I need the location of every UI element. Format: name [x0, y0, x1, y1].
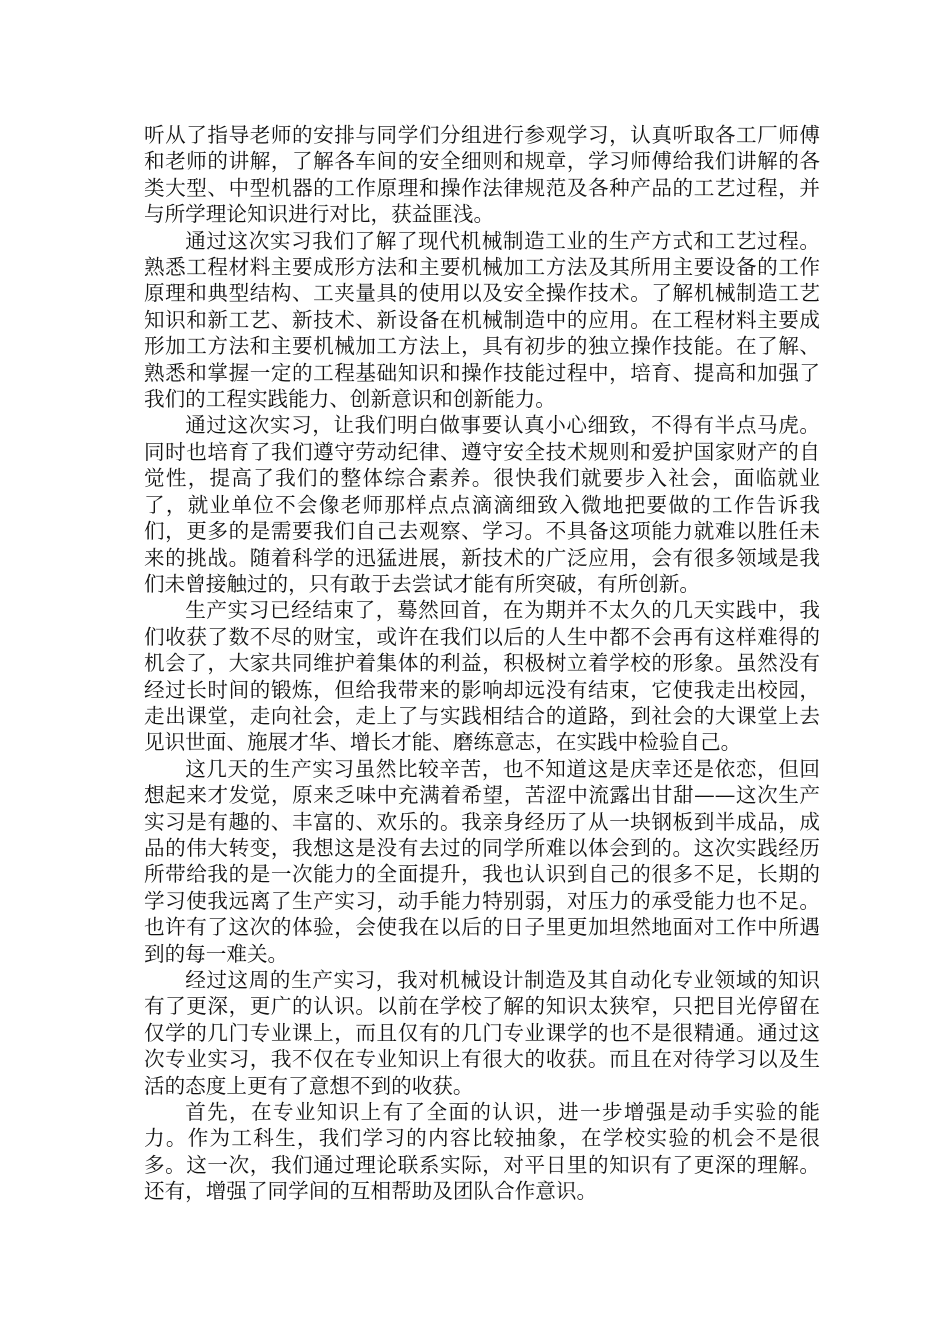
document-body — [144, 122, 820, 1205]
paragraph-5: 这几天的生产实习虽然比较辛苦，也不知道这是庆幸还是依恋，但回想起来才发觉，原来乏味中充满着希望，苦涩中流露出甘甜——这次生产实习是有趣的、丰富的、欢乐的。我亲身经历了从一块钢板到半成品，成品的伟大转变，我想这是没有去过的同学所难以体会到的。这次实践经历所带给我的是一次能力的全面提升，我也认识到自己的很多不足，长期的学习使我远离了生产实习，动手能力特别弱，对压力的承受能力也不足。也许有了这次的体验，会使我在以后的日子里更加坦然地面对工作中所遇到的每一难关。 — [144, 756, 820, 966]
paragraph-6: 经过这周的生产实习，我对机械设计制造及其自动化专业领域的知识有了更深，更广的认识。以前在学校了解的知识太狭窄，只把目光停留在仅学的几门专业课上，而且仅有的几门专业课学的也不是很精通。通过这次专业实习，我不仅在专业知识上有很大的收获。而且在对待学习以及生活的态度上更有了意想不到的收获。 — [144, 968, 820, 1098]
paragraph-3: 通过这次实习，让我们明白做事要认真小心细致，不得有半点马虎。同时也培育了我们遵守劳动纪律、遵守安全技术规则和爱护国家财产的自觉性，提高了我们的整体综合素养。很快我们就要步入社会，面临就业了，就业单位不会像老师那样点点滴滴细致入微地把要做的工作告诉我们，更多的是需要我们自己去观察、学习。不具备这项能力就难以胜任未来的挑战。随着科学的迅猛进展，新技术的广泛应用，会有很多领域是我们未曾接触过的，只有敢于去尝试才能有所突破，有所创新。 — [144, 413, 820, 596]
paragraph-4: 生产实习已经结束了，蓦然回首，在为期并不太久的几天实践中，我们收获了数不尽的财宝，或许在我们以后的人生中都不会再有这样难得的机会了，大家共同维护着集体的利益，积极树立着学校的形象。虽然没有经过长时间的锻炼，但给我带来的影响却远没有结束，它使我走出校园，走出课堂，走向社会，走上了与实践相结合的道路，到社会的大课堂上去见识世面、施展才华、增长才能、磨练意志，在实践中检验自己。 — [144, 598, 820, 755]
paragraph-2: 通过这次实习我们了解了现代机械制造工业的生产方式和工艺过程。熟悉工程材料主要成形方法和主要机械加工方法及其所用主要设备的工作原理和典型结构、工夹量具的使用以及安全操作技术。了解机械制造工艺知识和新工艺、新技术、新设备在机械制造中的应用。在工程材料主要成形加工方法和主要机械加工方法上，具有初步的独立操作技能。在了解、熟悉和掌握一定的工程基础知识和操作技能过程中，培育、提高和加强了我们的工程实践能力、创新意识和创新能力。 — [144, 228, 820, 412]
paragraph-1: 听从了指导老师的安排与同学们分组进行参观学习，认真听取各工厂师傅和老师的讲解，了解各车间的安全细则和规章，学习师傅给我们讲解的各类大型、中型机器的工作原理和操作法律规范及各种产品的工艺过程，并与所学理论知识进行对比，获益匪浅。 — [144, 123, 820, 227]
paragraph-7: 首先，在专业知识上有了全面的认识，进一步增强是动手实验的能力。作为工科生，我们学习的内容比较抽象，在学校实验的机会不是很多。这一次，我们通过理论联系实际，对平日里的知识有了更深的理解。还有，增强了同学间的互相帮助及团队合作意识。 — [144, 1100, 820, 1204]
